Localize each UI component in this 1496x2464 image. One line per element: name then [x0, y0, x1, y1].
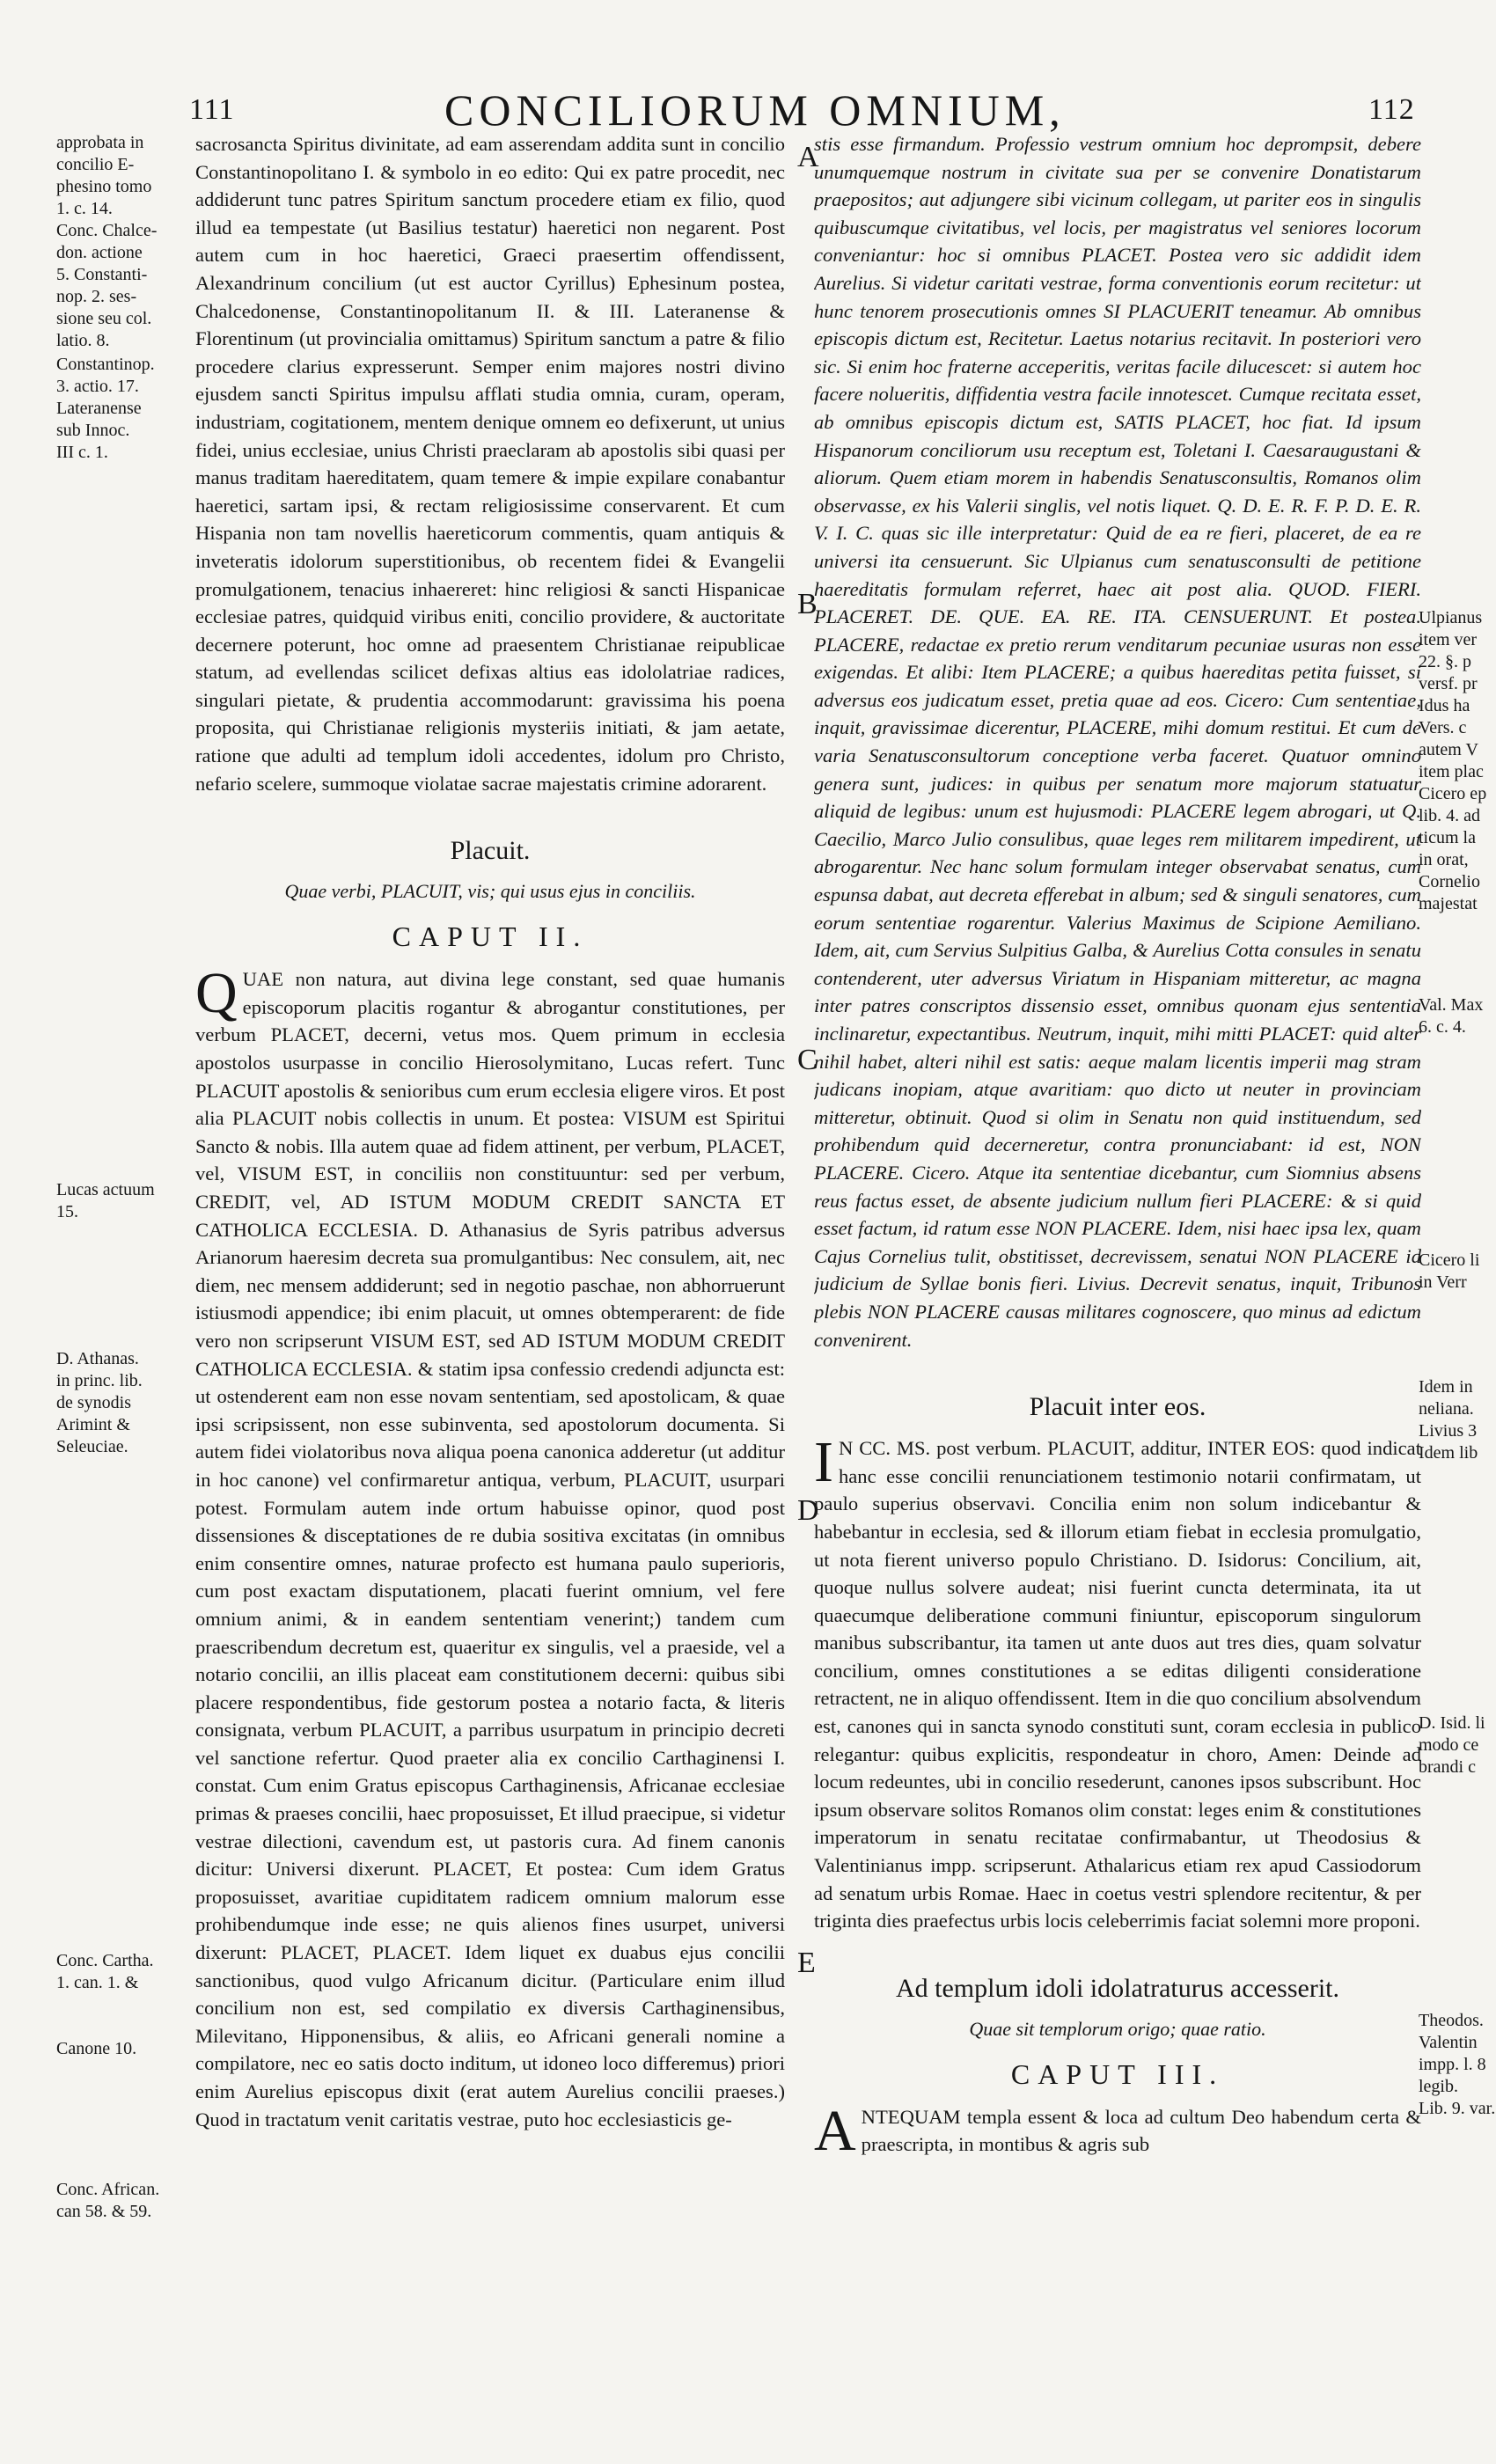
chapter-heading: CAPUT II. [392, 920, 589, 953]
left-margin-note: D. Athanas. in princ. lib. de synodis Arimint & Seleuciae. [56, 1349, 143, 1456]
left-margin-note: Conc. African. can 58. & 59. [56, 2180, 160, 2221]
left-margin-note: approbata in concilio E- phesino tomo 1. c. 14. [56, 133, 152, 218]
left-margin-note: Conc. Cartha. 1. can. 1. & [56, 1951, 154, 1992]
drop-cap: A [814, 2098, 856, 2163]
section-heading: Placuit. [450, 836, 531, 866]
body-paragraph: stis esse firmandum. Professio vestrum omnium hoc deprompsit, debere unumquemque nostrum in civitate sua per se convenire Donatistarum praepositos; aut adjungere sibi vicinum collegam, ut pariter eos in singulis quibuscumque civitatibus, vel locis, per magistratus vel seniores locorum conveniantur: hoc si omnibus PLACET. Postea vero sic addidit idem Aurelius. Si videtur caritati vestrae, forma conventionis eorum recitetur: ut hunc tenorem prosecutionis omnes SI PLACUERIT teneamur. Ab omnibus episcopis dictum est, Recitetur. Laetus notarius recitavit. In posteriori vero sic. Si enim hoc fraterne acceperitis, veritas facile dilucescet: si autem hoc facere nolueritis, diffidentia vestra facile innotescet. Cumque recitata esset, ab omnibus episcopis dictum est, SATIS PLACET, hoc fiat. Id ipsum Hispanorum conciliorum usu receptum est, Toletani I. Caesaraugustani & aliorum. Quem etiam morem in habendis Senatusconsultis, Romanos olim observasse, ex his Valerii singlis, vel notis liquet. Q. D. E. R. F. P. D. E. R. V. I. C. quas sic ille interpretatur: Quid de ea re fieri, placeret, de ea re universi ita censuerunt. Sic Ulpianus cum senatusconsulti de petitione haereditatis formulam referret, haec ait post alia. QUOD. FIERI. PLACERET. DE. QUE. EA. RE. ITA. CENSUERUNT. Et postea. PLACERE, redactae ex pretio rerum venditarum pecuniae usuras non esse exigendas. Et alibi: Item PLACERE; a quibus haereditas petita fuisset, si adversus eos judicatum esset, pretia quae ad eos. Cicero: Cum sententiae, inquit, gravissimae dicerentur, PLACERE, mihi domum restitui. Et cum de varia Senatusconsultorum conceptione verba faceret. Quatuor omnino genera sunt, judices: in quibus per senatum more majorum statuatur aliquid de legibus: unum est hujusmodi: PLACERE legem abrogari, ut Q. Caecilio, Marco Julio consulibus, quae leges rem militarem impedirent, ut abrogarentur. Nec hanc solum formulam integer observabat senatus, cum espunsa dabat, aut decreta efferebat in album; sed & singuli senatores, cum eorum sententiae rogarentur. Valerius Maximus de Scipione Aemiliano. Idem, ait, cum Servius Sulpitius Galba, & Aurelius Cotta consules in senatu contenderent, uter adversus Viriatum in Hispaniam mitteretur, ac magna inter patres conscriptos dissensio esset, omnibus quonam ejus sententia inclinaretur, expectantibus. Neutrum, inquit, mihi mitti PLACET: quid alter nihil habet, alteri nihil est satis: aeque malam licentis imperii mag stram judicans inopiam, atque avaritiam: quo dicto ut neuter in provinciam mitteretur, obtinuit. Quod si olim in Senatu non quid instituendum, sed prohibendum quid decerneretur, contra pronunciabant: id est, NON PLACERE. Cicero. Atque ita sententiae dicebantur, cum Siomnius absens reus factus esset, de absente judicium nullum fieri PLACERE: & si quid esset factum, id ratum esse NON PLACERE. Idem, nisi haec ipsa lex, quam Cajus Cornelius tulit, obstitisset, decrevissem, senatui NON PLACERE id judicium de Syllae bonis fieri. Livius. Decrevit senatus, inquit, Tribunos plebis NON PLACERE causas militares cognoscere, quo minus ad edictum convenirent. [814, 133, 1421, 1351]
right-margin-note: Theodos. Valentin impp. l. 8 legib. Lib. 9. var. [1419, 2011, 1496, 2118]
drop-cap: Q [195, 961, 238, 1026]
section-marker-letter: E [797, 1947, 816, 1979]
left-margin-note: Conc. Chalce- don. actione 5. Constanti- nop. 2. ses- sione seu col. latio. 8. [56, 221, 158, 350]
body-paragraph: NTEQUAM templa essent & loca ad cultum Deo habendum certa & praescripta, in montibus & agris sub [861, 2105, 1421, 2156]
drop-cap: I [814, 1430, 833, 1495]
chapter-heading: CAPUT III. [1010, 2057, 1225, 2090]
body-paragraph: sacrosancta Spiritus divinitate, ad eam asserendam addita sunt in concilio Constantinopolitano I. & symbolo in eo edito: Qui ex patre procedit, nec addiderunt tunc patres Spiritum sanctum procedere etiam ex filio, quod illud ea tempestate (ut Basilius testatur) haeretici non negarent. Post autem cum in hoc haeretici, Graeci praesertim offendissent, Alexandrinum concilium (ut est auctor Cyrillus) Ephesinum postea, Chalcedonense, Constantinopolitanum II. & III. Lateranense & Florentinum (ut provincialia omittamus) Spiritum sanctum a patre & filio procedere clarius expresserunt. Semper enim majores nostri divino ejusdem sancti Spiritus impulsu afflati studia omnia, curam, operam, industriam, cogitationem, mentem denique omnem eo defixerunt, ut unius fidei, unius ecclesiae, unius Christi praeclaram ab apostolis sibi quasi per manus traditam haereditatem, quam temere & impie expilare conabantur haeretici, sartam ipsi, & rectam religiosissime conservarent. Et cum Hispania non tam novellis haereticorum commentis, quam antiquis & inveteratis idolorum superstitionibus, ob recentem fidei & Evangelii promulgationem, tenacius inhaereret: hinc religiosi & sancti Hispanicae ecclesiae patres, quidquid viribus eniti, concilio providere, & auctoritate decernere poterunt, hoc omne ad praesentem Christianae reipublicae statum, ad evellendas scilicet defixas altius eas idololatriae radices, singulari pietate, & prudentia accommodarunt: gravissima his poena proposita, qui Christianae religionis mysteriis initiati, & jam aetate, ratione que adulti ad templum idoli accedentes, idolum pro Christo, nefario scelere, summoque violatae sacrae majestatis crimine adorarent. [195, 133, 785, 795]
right-text-column [814, 130, 1421, 2436]
right-margin-note: Val. Max 6. c. 4. [1419, 995, 1484, 1037]
right-margin-note: Ulpianus item ver 22. §. p versf. pr Idus ha Vers. c autem V item plac [1419, 608, 1484, 781]
section-marker-letter: D [797, 1494, 819, 1527]
section-heading: Placuit inter eos. [1029, 1392, 1206, 1422]
section-subheading: Quae sit templorum origo; quae ratio. [969, 2017, 1266, 2040]
left-margin-note: Lateranense sub Innoc. III c. 1. [56, 399, 142, 462]
left-margin-note: Constantinop. 3. actio. 17. [56, 355, 155, 396]
right-margin-note: D. Isid. li modo ce brandi c [1419, 1713, 1485, 1777]
section-marker-letter: C [797, 1044, 818, 1076]
running-header [0, 84, 1496, 137]
section-subheading: Quae verbi, PLACUIT, vis; qui usus ejus in conciliis. [284, 880, 696, 903]
page-number-right: 112 [1368, 93, 1415, 126]
section-heading: Ad templum idoli idolatraturus accesserit. [895, 1973, 1340, 2003]
body-paragraph: UAE non natura, aut divina lege constant, sed quae humanis episcoporum placitis rogantur & abrogantur constitutiones, per verbum PLACET, decerni, vetus mos. Quem primum in ecclesia apostolos usurpasse in concilio Hierosolymitano, Lucas refert. Tunc PLACUIT apostolis & senioribus cum erum ecclesia eligere viros. Et post alia PLACUIT nobis collectis in unum. Et postea: VISUM est Spiritui Sancto & nobis. Illa autem quae ad fidem attinent, per verbum, PLACET, vel, VISUM EST, in conciliis non constituuntur: sed per verbum, CREDIT, vel, AD ISTUM MODUM CREDIT SANCTA ET CATHOLICA ECCLESIA. D. Athanasius de Syris patribus adversus Arianorum haeresim decreta sua promulgantibus: Nec consulem, ait, nec diem, nec mensem addiderunt; sed in negotio paschae, non abhorruerunt istiusmodi appendice; ibi enim placuit, ut omnes obtemperarent: de fide vero non scripserunt VISUM EST, sed AD ISTUM MODUM CREDIT CATHOLICA ECCLESIA. & statim ipsa confessio credendi adjuncta est: ut ostenderent eam non esse novam sententiam, sed apostolicam, & quae ipsi scripsissent, non esse subinventa, sed apostolorum documenta. Si autem fidei violatoribus nova aliqua poena canonica adderetur (ut additur in hoc canone) vel confirmaretur antiqua, verbum, PLACUIT, usurpari potest. Formulam autem inde ortum habuisse opinor, quod post dissensiones & disceptationes de re dubia sositiva excitatas (in omnibus enim consentire omnes, naturae profecto est humana paulo superioris, cum post exactam disputationem, placati fuerint omnium, vel fere omnium animi, & in eandem sententiam venerint;) tandem cum praescribendum decretum est, quaeritur ex singulis, vel a praeside, vel a notario concilii, an illis placeat eam constitutionem decerni: quibus sibi placere respondentibus, fide gestorum postea a notario facta, & literis consignata, verbum PLACUIT, a parribus usurpatum in principio decreti vel sanctione refertur. Quod praeter alia ex concilio Carthaginensi I. constat. Cum enim Gratus episcopus Carthaginensis, Africanae ecclesiae primas & praeses concilii, haec proposuisset, Et illud praecipue, si videtur vestrae dilectioni, cavendum est, ut pastoris cura. Ad finem canonis dicitur: Universi dixerunt. PLACET, Et postea: Cum idem Gratus proposuisset, avaritiae cupiditatem radicem omnium malorum esse prohibendumque inde esse; ne quis alienos fines usurpet, universi dixerunt: PLACET, PLACET. Idem liquet ex duabus ejus concilii sanctionibus, quod vulgo Africanum dicitur. (Particulare enim illud concilium non est, sed compilatio ex diversis Carthaginensibus, Milevitano, Hipponensibus, & aliis, eo Africani generali nomine a compilatore, nec eo satis docto inditum, ut idoneo loco differemus) priori enim Aurelius episcopus dixit (erat autem Aurelius concilii praeses.) Quod in tractatum venit caritatis vestrae, puto hoc ecclesiasticis ge- [195, 968, 785, 2130]
running-title: CONCILIORUM OMNIUM, [444, 85, 1066, 135]
section-marker-letter: B [797, 588, 818, 620]
left-text-column [195, 130, 785, 2436]
body-paragraph: N CC. MS. post verbum. PLACUIT, additur, INTER EOS: quod indicat hanc esse concilii renunciationem testimonio notarii confirmatam, ut paulo superius observavi. Concilia enim non solum indicebantur & habebantur in ecclesia, sed & illorum etiam fiebat in ecclesia promulgatio, ut nota fierent universo populo Christiano. D. Isidorus: Concilium, ait, quoque nullus solvere audeat; nisi fuerint cuncta determinata, ita ut quaecumque deliberatione communi finiuntur, episcoporum singulorum manibus subscribantur, ita tamen ut ante duos aut tres dies, quam solvatur concilium, omnes constitutiones a se editas diligenti consideratione retractent, ne in aliquo offendissent. Item in die quo concilium absolvendum est, canones qui in sancta synodo constituti sunt, coram ecclesia in publico relegantur: quibus explicitis, respondeatur in choro, Amen: Deinde ad locum redeuntes, ubi in concilio resederunt, canones ipsos subscribunt. Hoc ipsum observare solitos Romanos olim constat: leges enim & constitutiones imperatorum in senatu recitatae confirmabantur, ut Theodosius & Valentinianus impp. scripserunt. Athalaricus etiam rex apud Cassiodorum ad senatum urbis Romae. Haec in coetus vestri splendore recitentur, & per triginta dies praefectus urbis locis celeberrimis faciat solemni more proponi. [814, 1437, 1421, 1932]
right-margin-note: Cicero li in Verr [1419, 1250, 1480, 1292]
right-margin-note: Cicero ep lib. 4. ad ticum la in orat, Cornelio majestat [1419, 784, 1487, 913]
right-margin-note: Idem in neliana. Livius 3 Idem lib [1419, 1377, 1478, 1463]
left-margin-note: Lucas actuum 15. [56, 1180, 155, 1221]
left-margin-note: Canone 10. [56, 2039, 137, 2058]
section-marker-letter: A [797, 141, 819, 173]
page-number-left: 111 [189, 93, 235, 126]
